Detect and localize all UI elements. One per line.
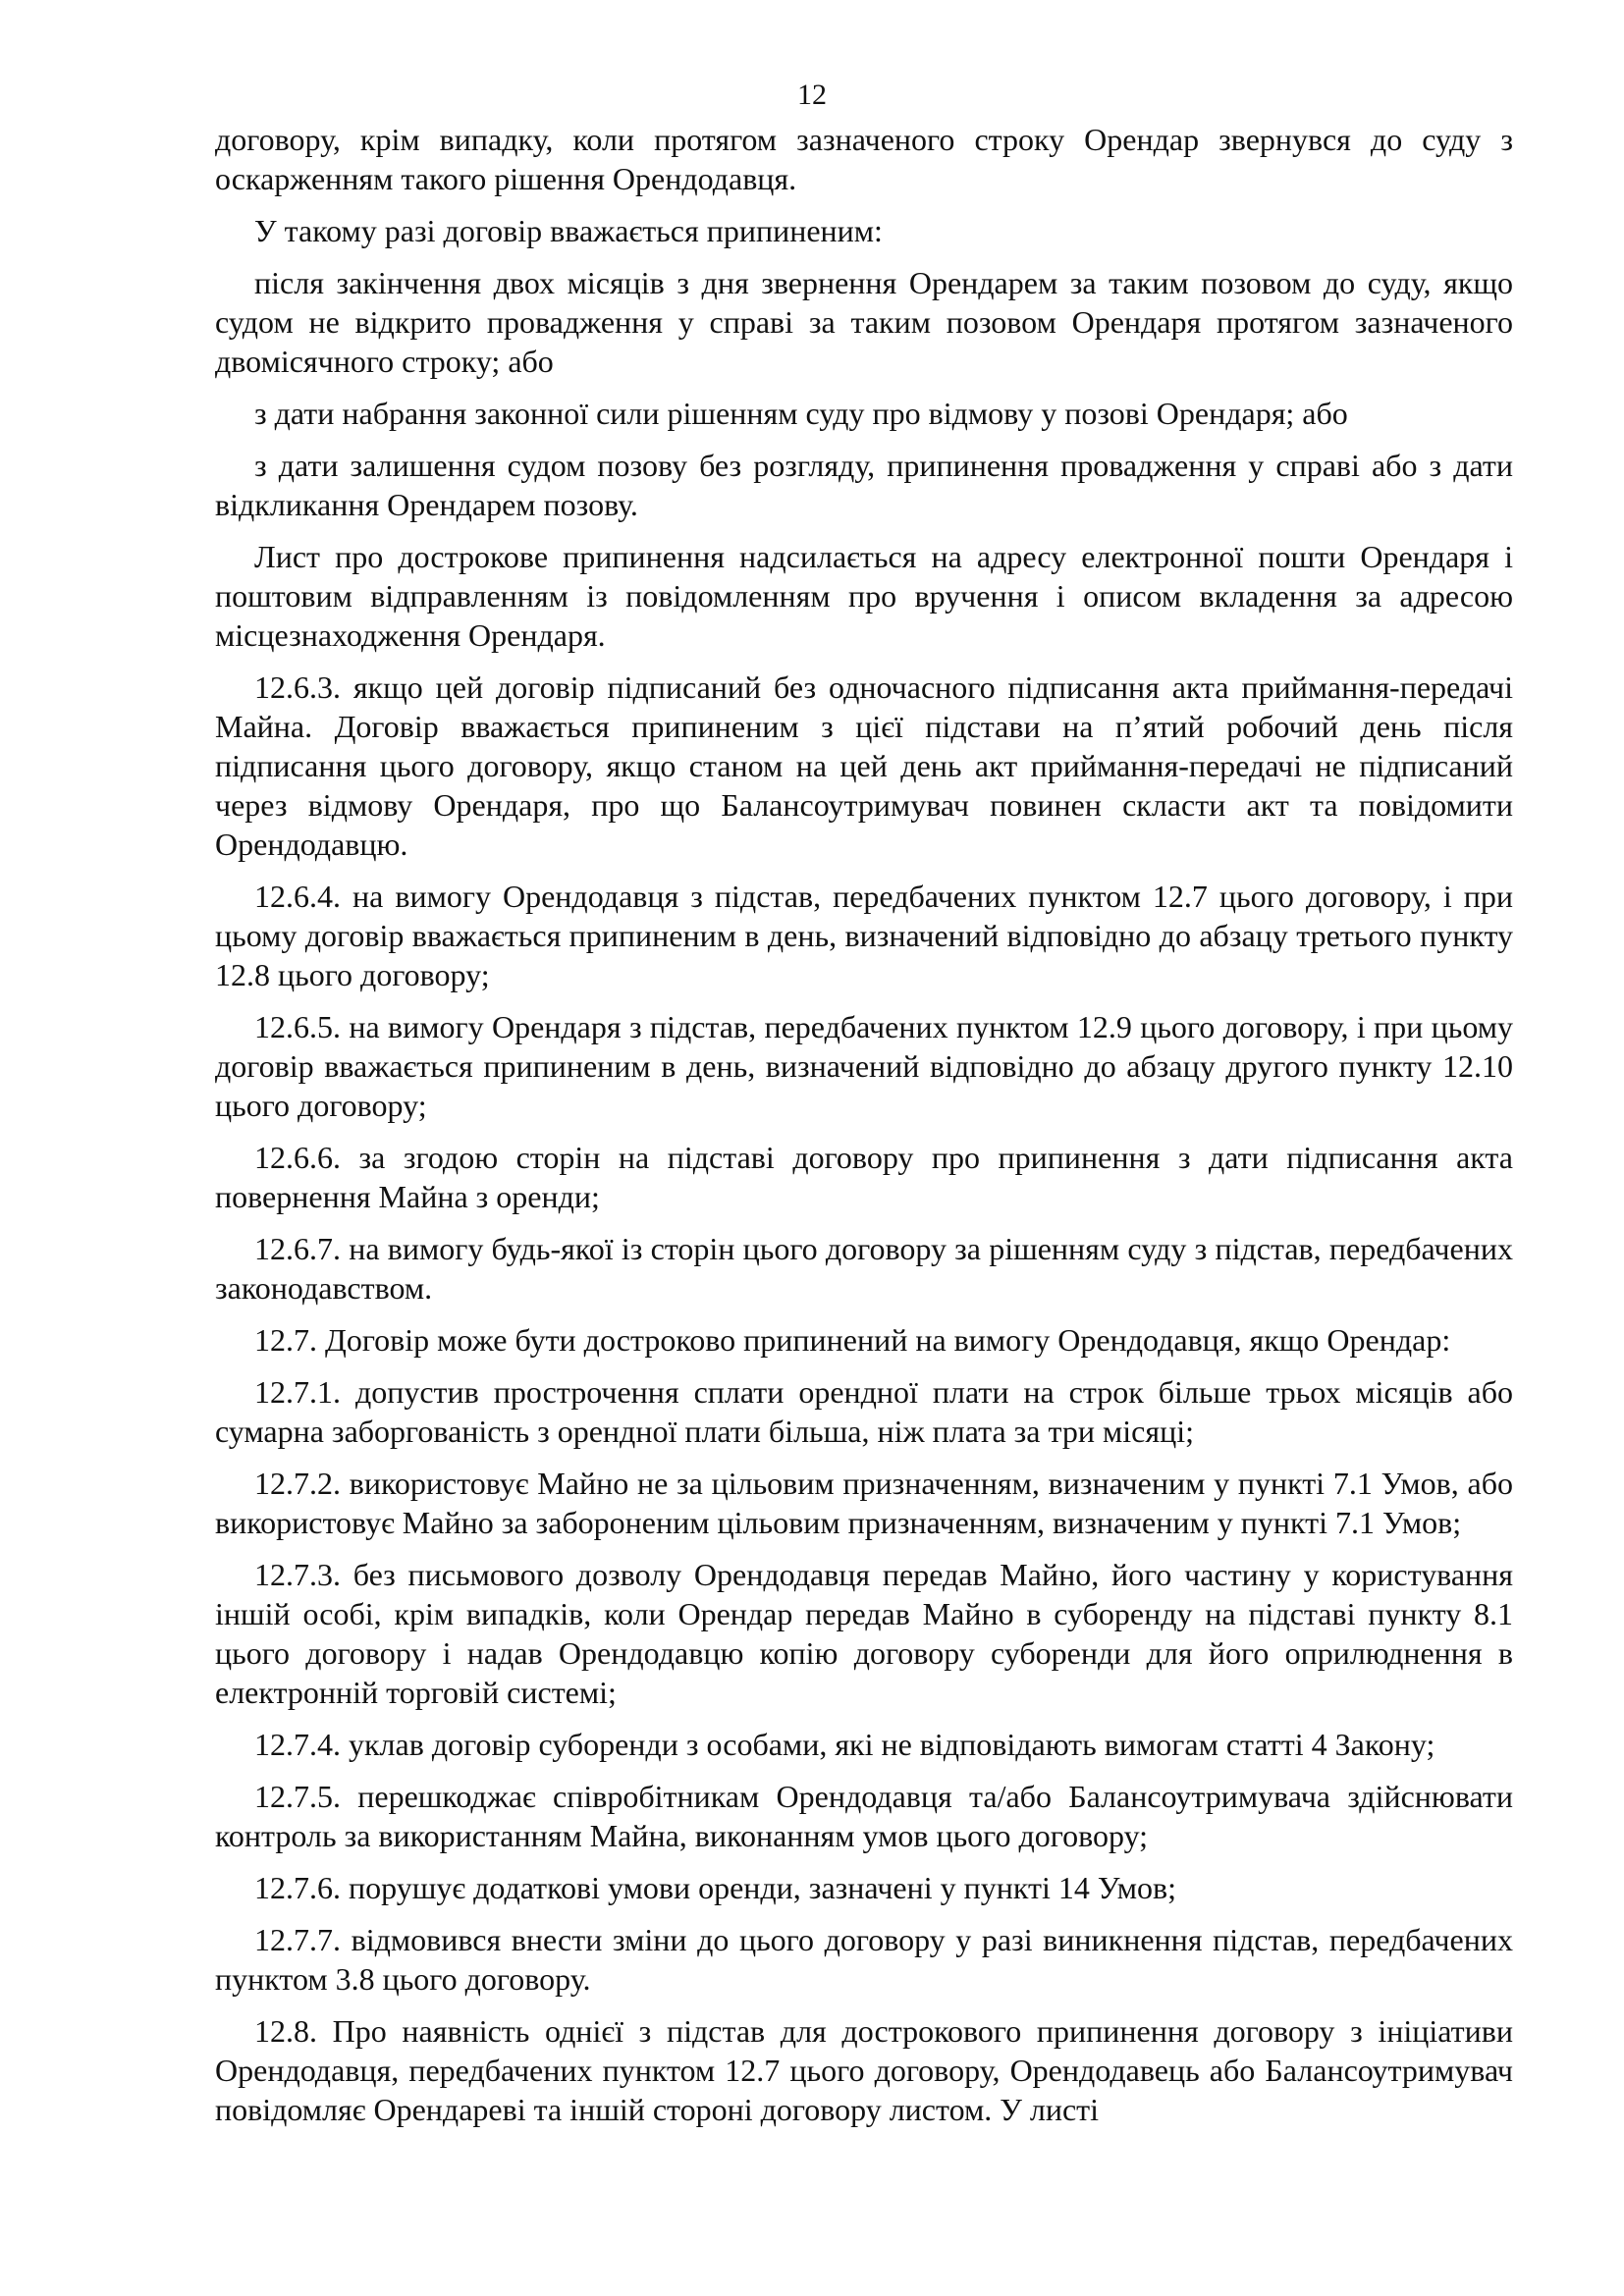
clause-12-7-1: 12.7.1. допустив прострочення сплати орендної плати на строк більше трьох місяців або сумарна заборгованість з орендної плати більша, ніж плата за три місяці; xyxy=(215,1374,1513,1449)
clause-12-7-5: 12.7.5. перешкоджає співробітникам Орендодавця та/або Балансоутримувача здійснювати контроль за використанням Майна, виконанням умов цього договору; xyxy=(215,1779,1513,1853)
clause-12-7-7: 12.7.7. відмовився внести зміни до цього договору у разі виникнення підстав, передбачених пунктом 3.8 цього договору. xyxy=(215,1922,1513,1997)
page-number: 12 xyxy=(797,79,827,111)
clause-12-7-3: 12.7.3. без письмового дозволу Орендодавця передав Майно, його частину у користування іншій особі, крім випадків, коли Орендар передав Майно в суборенду на підставі пункту 8.1 цього договору і надав Орендодавцю копію договору суборенди для його оприлюднення в електронній торговій системі; xyxy=(215,1557,1513,1710)
paragraph: У такому разі договір вважається припиненим: xyxy=(254,213,883,248)
clause-12-6-3: 12.6.3. якщо цей договір підписаний без одночасного підписання акта приймання-передачі Майна. Договір вважається припиненим з цієї підстави на п’ятий робочий день після підписання цього договору, якщо станом на цей день акт приймання-передачі не підписаний через відмову Орендаря, про що Балансоутримувач повинен скласти акт та повідомити Орендодавцю. xyxy=(215,669,1513,862)
clause-12-7-2: 12.7.2. використовує Майно не за цільовим призначенням, визначеним у пункті 7.1 Умов, або використовує Майно за забороненим цільовим призначенням, визначеним у пункті 7.1 Умов; xyxy=(215,1466,1513,1540)
clause-12-7-6: 12.7.6. порушує додаткові умови оренди, зазначені у пункті 14 Умов; xyxy=(254,1870,1176,1905)
clause-12-8: 12.8. Про наявність однієї з підстав для дострокового припинення договору з ініціативи Орендодавця, передбачених пунктом 12.7 цього договору, Орендодавець або Балансоутримувач повідомляє Орендареві та іншій стороні договору листом. У листі xyxy=(215,2013,1513,2127)
clause-12-7: 12.7. Договір може бути достроково припинений на вимогу Орендодавця, якщо Орендар: xyxy=(254,1322,1451,1358)
document-body xyxy=(215,120,1513,2142)
clause-12-6-7: 12.6.7. на вимогу будь-якої із сторін цього договору за рішенням суду з підстав, передбачених законодавством. xyxy=(215,1231,1513,1306)
paragraph: після закінчення двох місяців з дня звернення Орендарем за таким позовом до суду, якщо судом не відкрито провадження у справі за таким позовом Орендаря протягом зазначеного двомісячного строку; або xyxy=(215,265,1513,379)
paragraph: з дати залишення судом позову без розгляду, припинення провадження у справі або з дати відкликання Орендарем позову. xyxy=(215,448,1513,522)
clause-12-7-4: 12.7.4. уклав договір суборенди з особами, які не відповідають вимогам статті 4 Закону; xyxy=(254,1727,1435,1762)
paragraph: договору, крім випадку, коли протягом зазначеного строку Орендар звернувся до суду з оскарженням такого рішення Орендодавця. xyxy=(215,122,1513,196)
clause-12-6-5: 12.6.5. на вимогу Орендаря з підстав, передбачених пунктом 12.9 цього договору, і при цьому договір вважається припиненим в день, визначений відповідно до абзацу другого пункту 12.10 цього договору; xyxy=(215,1009,1513,1123)
paragraph: Лист про дострокове припинення надсилається на адресу електронної пошти Орендаря і поштовим відправленням із повідомленням про вручення і описом вкладення за адресою місцезнаходження Орендаря. xyxy=(215,539,1513,653)
paragraph: з дати набрання законної сили рішенням суду про відмову у позові Орендаря; або xyxy=(254,396,1348,431)
clause-12-6-4: 12.6.4. на вимогу Орендодавця з підстав, передбачених пунктом 12.7 цього договору, і при цьому договір вважається припиненим в день, визначений відповідно до абзацу третього пункту 12.8 цього договору; xyxy=(215,879,1513,992)
clause-12-6-6: 12.6.6. за згодою сторін на підставі договору про припинення з дати підписання акта повернення Майна з оренди; xyxy=(215,1140,1513,1214)
